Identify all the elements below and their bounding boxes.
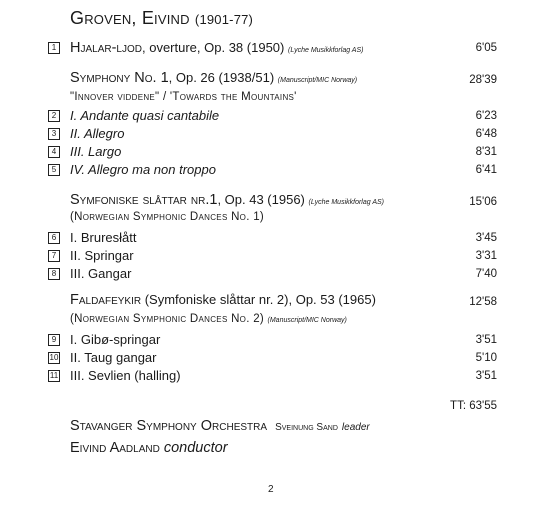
track-number: 2: [48, 110, 60, 122]
duration: 3'51: [475, 334, 497, 346]
leader-name: Sveinung Sand: [275, 422, 338, 433]
duration: 8'31: [475, 146, 497, 158]
work-title-rest: , overture, Op. 38 (1950): [142, 40, 285, 55]
publisher-note: (Manuscript/MIC Norway): [277, 77, 358, 84]
track-number: 4: [48, 146, 60, 158]
duration: 6'05: [475, 42, 497, 54]
duration: 28'39: [469, 74, 497, 86]
track-number: 9: [48, 334, 60, 346]
track-number: 8: [48, 268, 60, 280]
work-title-line: [70, 192, 384, 208]
composer-dates: (1901-77): [194, 12, 254, 27]
conductor-name: Eivind Aadland: [70, 440, 160, 456]
work-title: Hjalar-ljod: [70, 40, 142, 56]
track-number: 11: [49, 371, 59, 380]
track-number: 5: [48, 164, 60, 176]
duration: 12'58: [469, 296, 497, 308]
track-number: 7: [48, 250, 60, 262]
conductor-line: [70, 440, 228, 456]
publisher-note: (Lyche Musikkforlag AS): [308, 199, 384, 206]
movement-label: III. Largo: [70, 144, 122, 159]
duration: 6'23: [475, 110, 497, 122]
composer-heading: [70, 8, 253, 29]
work-subtitle: (Norwegian Symphonic Dances No. 2): [70, 313, 265, 325]
duration: 6'48: [475, 128, 497, 140]
composer-name: Groven, Eivind: [70, 8, 190, 28]
publisher-note: (Lyche Musikkforlag AS): [287, 47, 364, 54]
duration: 3'31: [475, 250, 497, 262]
movement-label: III. Sevlien (halling): [70, 368, 181, 383]
movement-label: I. Bruresłått: [70, 230, 137, 245]
work-subtitle: (Norwegian Symphonic Dances No. 1): [70, 211, 265, 223]
work-title-rest: , Op. 43 (1956): [217, 192, 305, 207]
orchestra-name: Stavanger Symphony Orchestra: [70, 418, 268, 434]
leader-role: leader: [341, 422, 370, 433]
movement-label: II. Allegro: [70, 126, 125, 141]
orchestra-line: [70, 418, 370, 434]
conductor-role: conductor: [163, 440, 228, 456]
work-title-line: [70, 292, 376, 308]
track-number: 1: [48, 42, 60, 54]
duration: 6'41: [475, 164, 497, 176]
work-title-rest: (Symfoniske slåttar nr. 2), Op. 53 (1965): [141, 292, 376, 307]
movement-label: II. Springar: [70, 248, 134, 263]
movement-label: IV. Allegro ma non troppo: [70, 162, 216, 177]
work-title: Symfoniske slåttar nr.1: [70, 192, 218, 208]
publisher-note: (Manuscript/MIC Norway): [267, 317, 347, 324]
duration: 15'06: [469, 196, 497, 208]
work-title-rest: , Op. 26 (1938/51): [168, 70, 275, 85]
movement-label: II. Taug gangar: [70, 350, 157, 365]
track-number: 10: [49, 353, 59, 362]
total-time: TT: 63'55: [450, 400, 497, 412]
duration: 7'40: [475, 268, 497, 280]
movement-label: I. Andante quasi cantabile: [70, 108, 220, 123]
movement-label: I. Gibø-springar: [70, 332, 161, 347]
page-number: 2: [268, 484, 274, 495]
work-subtitle: "Innover viddene" / 'Towards the Mountains': [70, 91, 297, 103]
duration: 3'45: [475, 232, 497, 244]
duration: 3'51: [475, 370, 497, 382]
work-subtitle-line: [70, 313, 347, 325]
work-title: Symphony No. 1: [70, 70, 169, 86]
work-title: Faldafeykir: [70, 292, 142, 308]
track-number: 6: [48, 232, 60, 244]
movement-label: III. Gangar: [70, 266, 132, 281]
duration: 5'10: [475, 352, 497, 364]
work-title-line: [70, 40, 363, 56]
track-number: 3: [48, 128, 60, 140]
work-title-line: [70, 70, 357, 86]
